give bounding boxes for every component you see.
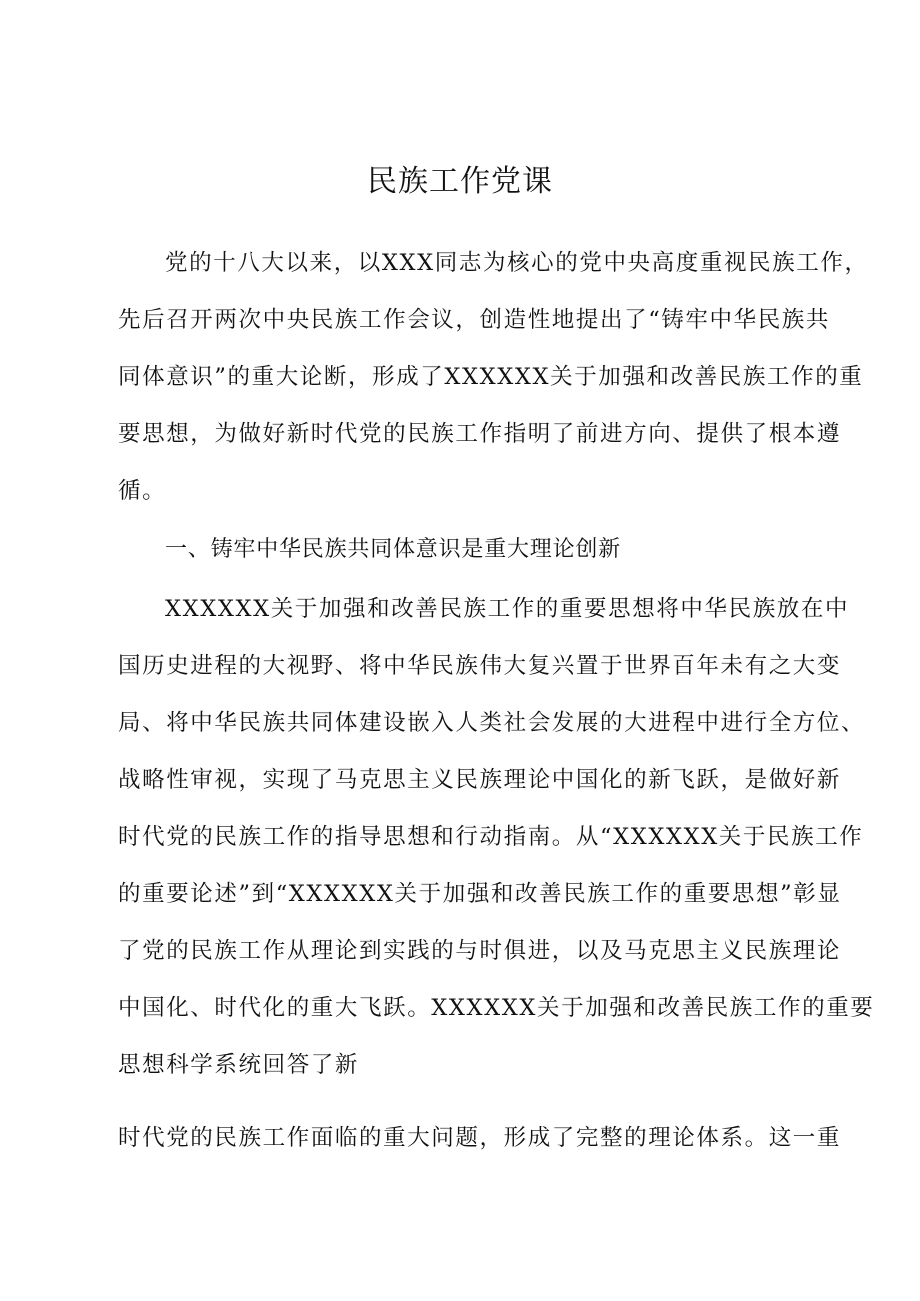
text-line: 循。: [118, 478, 167, 504]
text-line: 时代党的民族工作的指导思想和行动指南。从“XXXXXX关于民族工作: [118, 824, 864, 850]
text-line: 局、将中华民族共同体建设嵌入人类社会发展的大进程中进行全方位、: [118, 710, 866, 736]
text-line: 的重要论述”到“XXXXXX关于加强和改善民族工作的重要思想”彰显: [118, 881, 842, 907]
text-line: 时代党的民族工作面临的重大问题，形成了完整的理论体系。这一重: [118, 1125, 842, 1151]
text-line: 要思想，为做好新时代党的民族工作指明了前进方向、提供了根本遵: [118, 421, 842, 447]
text-line: 思想科学系统回答了新: [118, 1052, 360, 1078]
text-line: XXXXXX关于加强和改善民族工作的重要思想将中华民族放在中: [165, 596, 850, 622]
document-title: 民族工作党课: [367, 164, 553, 199]
text-line: 党的十八大以来，以XXX同志为核心的党中央高度重视民族工作，: [165, 250, 869, 276]
text-line: 中国化、时代化的重大飞跃。XXXXXX关于加强和改善民族工作的重要: [118, 995, 875, 1021]
text-line: 国历史进程的大视野、将中华民族伟大复兴置于世界百年未有之大变: [118, 653, 842, 679]
text-line: 同体意识”的重大论断，形成了XXXXXX关于加强和改善民族工作的重: [118, 364, 864, 390]
text-line: 了党的民族工作从理论到实践的与时俱进，以及马克思主义民族理论: [118, 938, 842, 964]
text-line: 战略性审视，实现了马克思主义民族理论中国化的新飞跃，是做好新: [118, 767, 842, 793]
section-heading: 一、铸牢中华民族共同体意识是重大理论创新: [165, 537, 622, 562]
text-line: 先后召开两次中央民族工作会议，创造性地提出了“铸牢中华民族共: [118, 307, 831, 333]
